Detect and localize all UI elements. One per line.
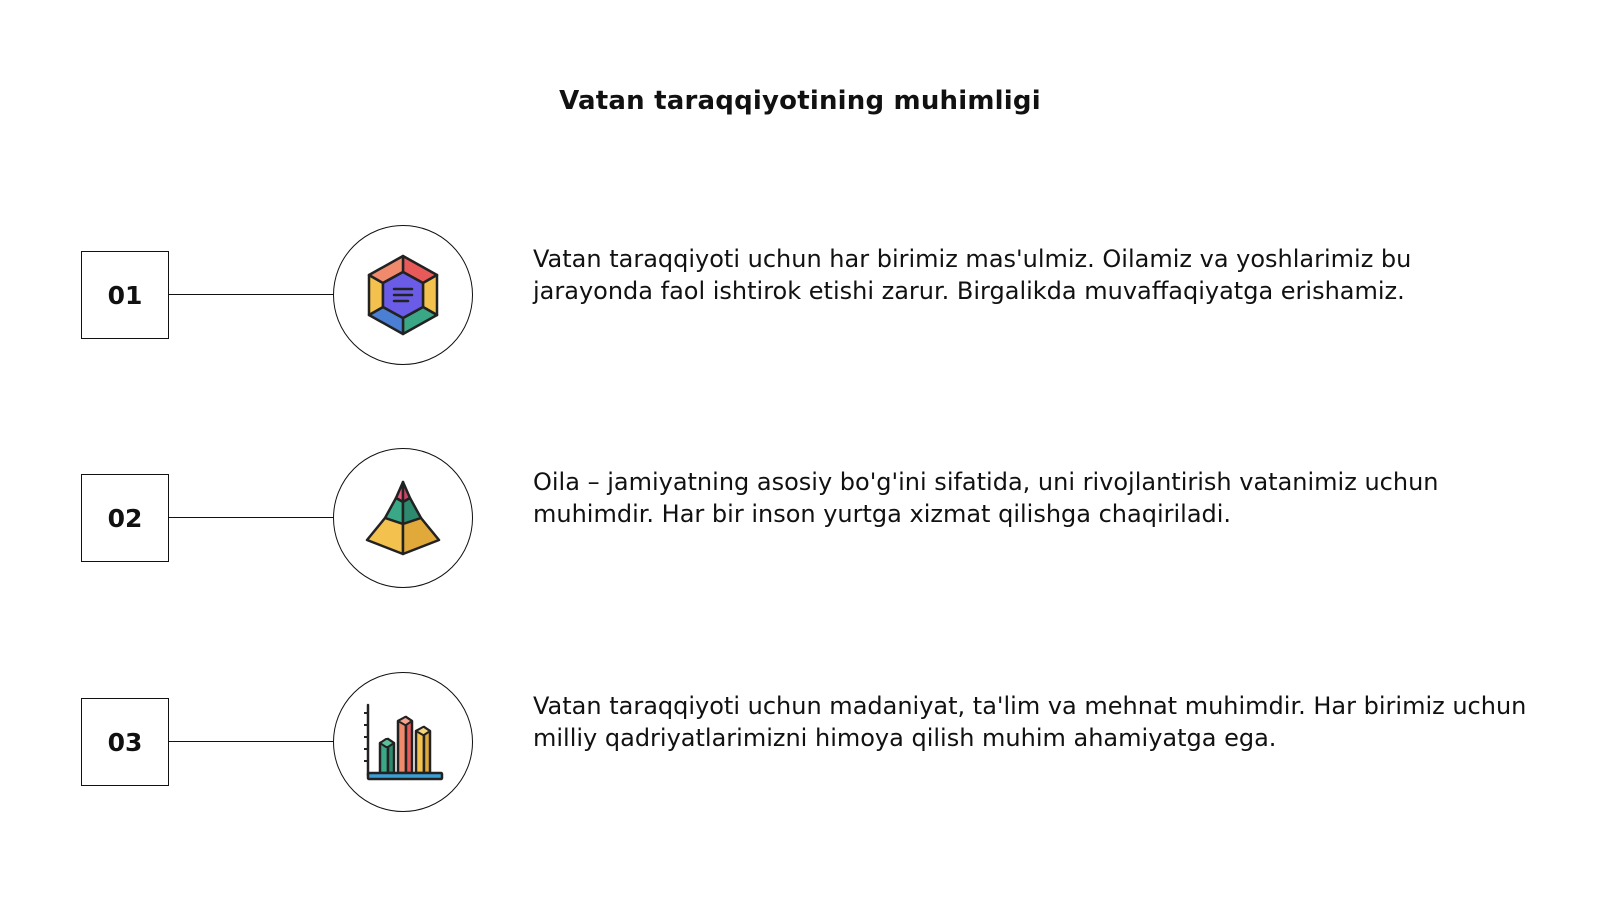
icon-circle	[333, 672, 473, 812]
item-text: Oila – jamiyatning asosiy bo'g'ini sifatida, uni rivojlantirish vatanimiz uchun muhimdir. Har bir inson yurtga xizmat qilishga chaqiriladi.	[533, 468, 1439, 528]
item-number-box: 02	[81, 474, 169, 562]
item-text: Vatan taraqqiyoti uchun madaniyat, ta'lim va mehnat muhimdir. Har birimiz uchun milliy qadriyatlarimizni himoya qilish muhim ahamiyatga ega.	[533, 692, 1527, 752]
bar-chart-icon	[362, 701, 444, 783]
icon-circle	[333, 225, 473, 365]
item-text: Vatan taraqqiyoti uchun har birimiz mas'ulmiz. Oilamiz va yoshlarimiz bu jarayonda faol ishtirok etishi zarur. Birgalikda muvaffaqiyatga erishamiz.	[533, 245, 1412, 305]
connector-line	[169, 294, 333, 295]
list-item	[0, 672, 1600, 812]
hexagon-document-icon	[365, 253, 441, 337]
connector-line	[169, 517, 333, 518]
item-number-box: 01	[81, 251, 169, 339]
slide-title: Vatan taraqqiyotining muhimligi	[559, 86, 1041, 116]
pyramid-icon	[363, 478, 443, 558]
item-number-box: 03	[81, 698, 169, 786]
list-item	[0, 448, 1600, 588]
list-item	[0, 225, 1600, 365]
connector-line	[169, 741, 333, 742]
icon-circle	[333, 448, 473, 588]
